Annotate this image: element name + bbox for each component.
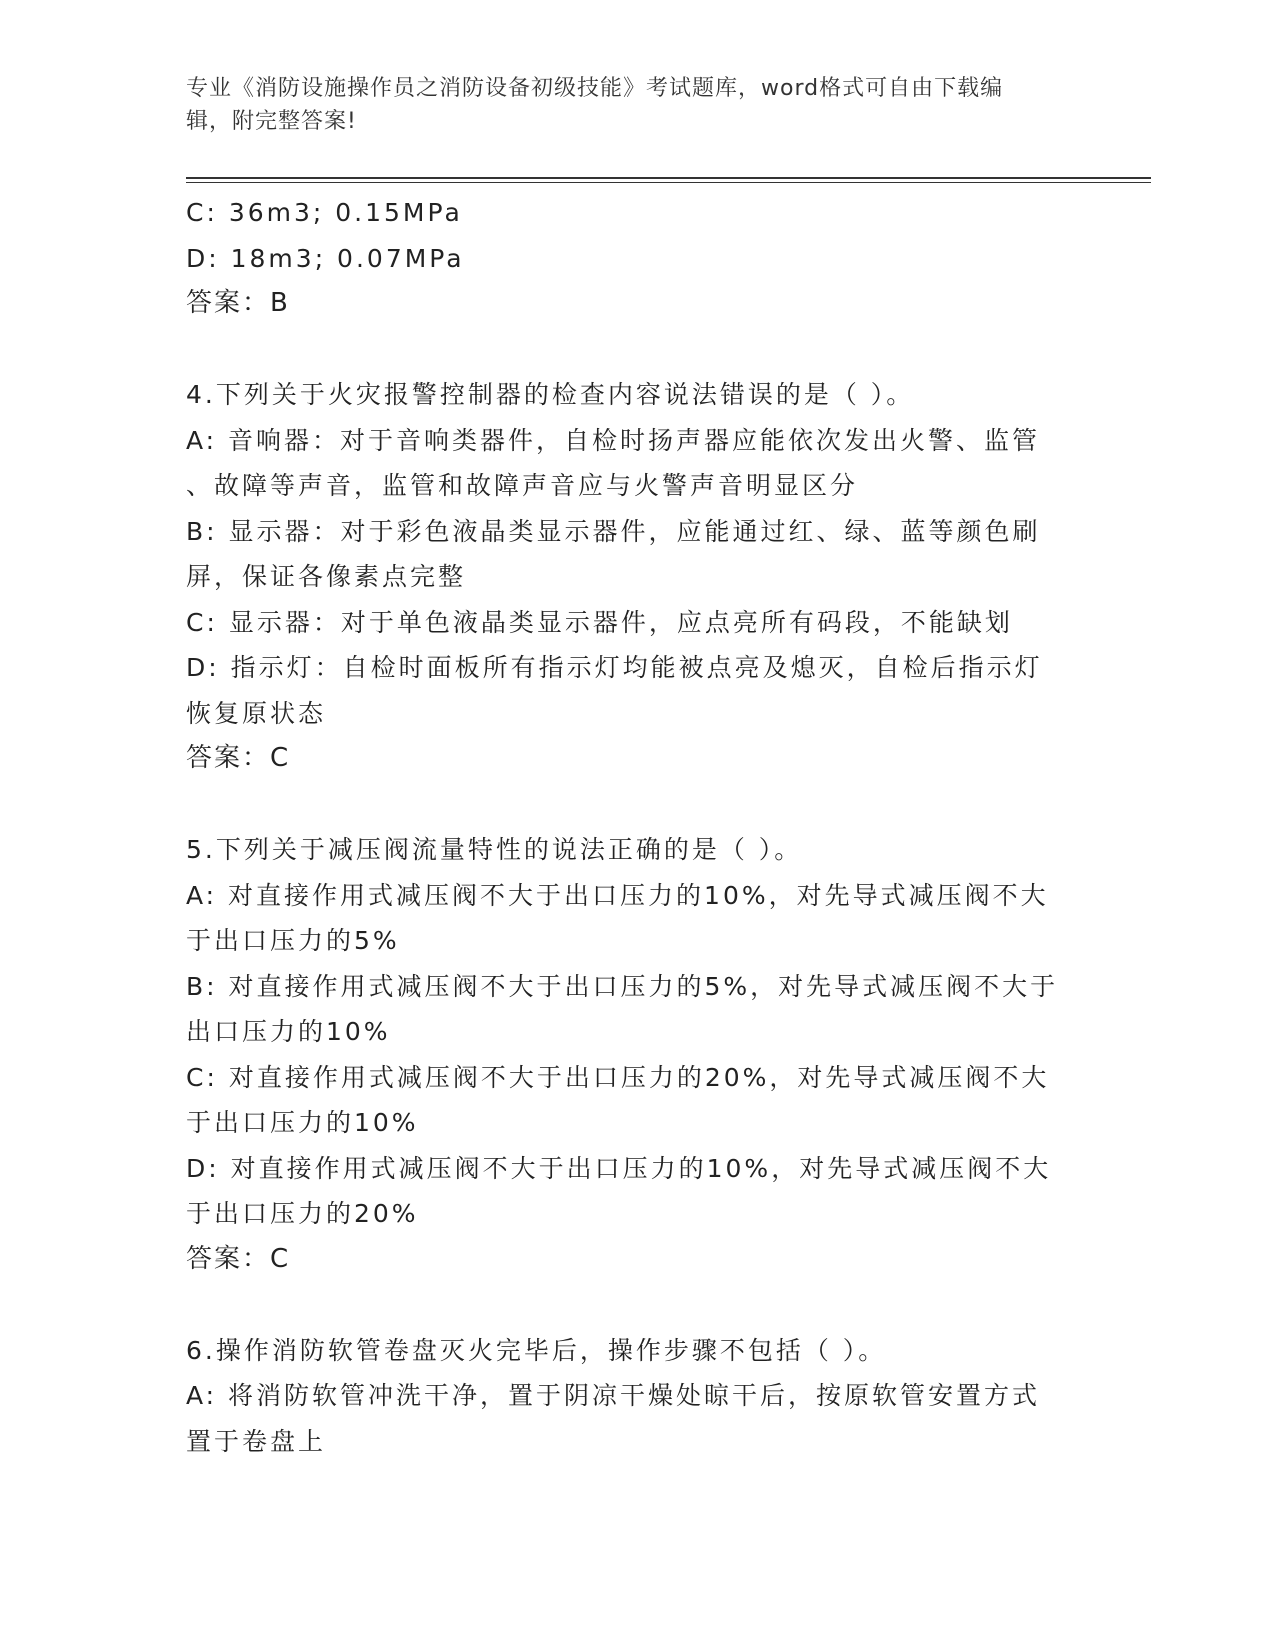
q5-option-b-line-2: 出口压力的10% [186,1017,391,1046]
page-header [186,72,1066,138]
q4-option-b-line-2: 屏，保证各像素点完整 [186,562,467,591]
q3-option-c: C: 36m3; 0.15MPa [186,198,463,227]
q5-question-text: 5.下列关于减压阀流量特性的说法正确的是（ ）。 [186,835,803,864]
q6-question-text: 6.操作消防软管卷盘灭火完毕后，操作步骤不包括（ ）。 [186,1335,887,1365]
question-6 [186,1328,1086,1465]
q5-option-d-line-1: D: 对直接作用式减压阀不大于出口压力的10%，对先导式减压阀不大 [186,1153,1052,1183]
q5-option-a-line-1: A: 对直接作用式减压阀不大于出口压力的10%，对先导式减压阀不大 [186,880,1049,910]
q4-option-d-line-1: D: 指示灯：自检时面板所有指示灯均能被点亮及熄灭，自检后指示灯 [186,653,1043,682]
header-title-line-1: 专业《消防设施操作员之消防设备初级技能》考试题库，word格式可自由下载编 [186,76,1004,101]
spacer [186,1282,1086,1328]
q4-answer: 答案：C [186,743,291,773]
q3-answer: 答案：B [186,288,290,318]
q4-option-c: C: 显示器：对于单色液晶类显示器件，应点亮所有码段，不能缺划 [186,607,1013,637]
q5-answer: 答案：C [186,1243,291,1274]
q4-option-a-line-1: A: 音响器：对于音响类器件，自检时扬声器应能依次发出火警、监管 [186,425,1041,455]
q4-option-d-line-2: 恢复原状态 [186,698,327,728]
header-title-line-2: 辑，附完整答案! [186,109,357,134]
q6-option-a-line-1: A: 将消防软管冲洗干净，置于阴凉干燥处晾干后，按原软管安置方式 [186,1381,1041,1410]
question-3-tail [186,190,1086,327]
q5-option-d-line-2: 于出口压力的20% [186,1199,419,1228]
q6-option-a-line-2: 置于卷盘上 [186,1426,327,1456]
q5-option-c-line-1: C: 对直接作用式减压阀不大于出口压力的20%，对先导式减压阀不大 [186,1062,1050,1092]
q5-option-a-line-2: 于出口压力的5% [186,926,400,955]
q4-question-text: 4.下列关于火灾报警控制器的检查内容说法错误的是（ ）。 [186,380,915,409]
spacer [186,327,1086,373]
q5-option-c-line-2: 于出口压力的10% [186,1108,419,1137]
q3-option-d: D: 18m3; 0.07MPa [186,243,465,273]
header-divider-thick [186,177,1151,179]
header-divider-thin [186,182,1151,183]
spacer [186,782,1086,828]
question-5 [186,827,1086,1282]
q4-option-b-line-1: B: 显示器：对于彩色液晶类显示器件，应能通过红、绿、蓝等颜色刷 [186,516,1041,546]
q4-option-a-line-2: 、故障等声音，监管和故障声音应与火警声音明显区分 [186,471,859,500]
q5-option-b-line-1: B: 对直接作用式减压阀不大于出口压力的5%，对先导式减压阀不大于 [186,971,1059,1001]
document-body [186,190,1086,1464]
question-4 [186,372,1086,782]
